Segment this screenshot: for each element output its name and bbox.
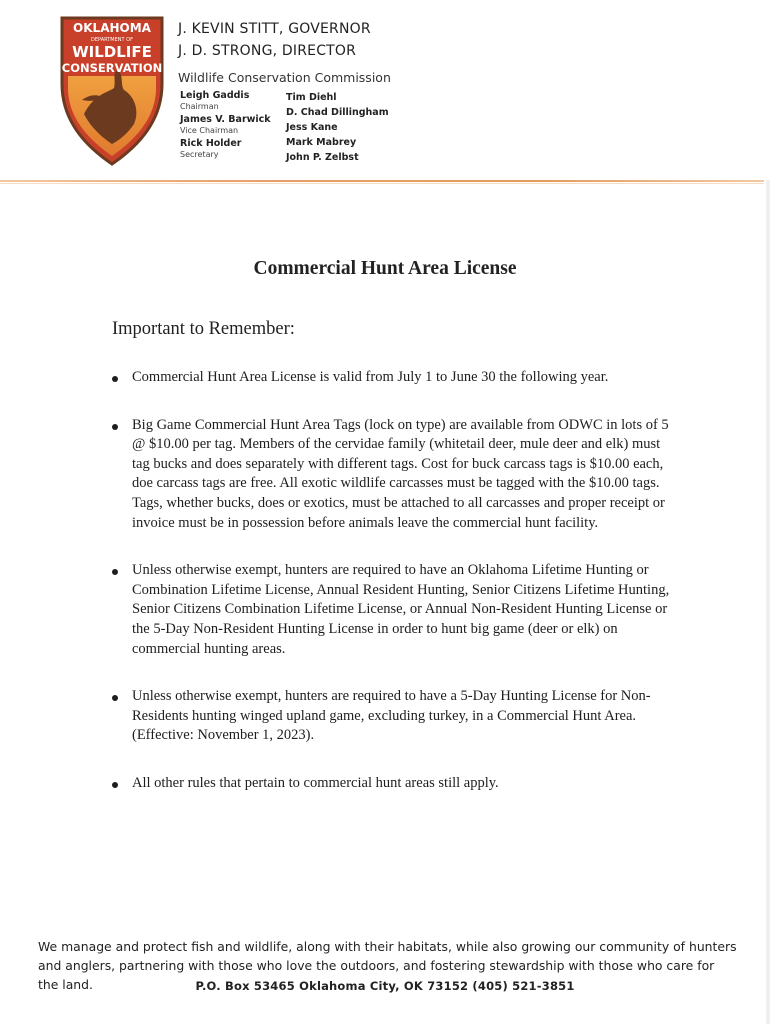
header-divider-shadow — [0, 183, 764, 184]
member-name: D. Chad Dillingham — [286, 107, 389, 118]
member-name: James V. Barwick — [180, 114, 271, 125]
odwc-logo — [54, 14, 170, 166]
member-role: Chairman — [180, 102, 219, 111]
member-name: Rick Holder — [180, 138, 242, 149]
member-name: Jess Kane — [286, 122, 338, 133]
member-role: Secretary — [180, 150, 219, 159]
reminder-list — [112, 368, 672, 822]
member-role: Vice Chairman — [180, 126, 239, 135]
list-item: All other rules that pertain to commercial hunt areas still apply. — [112, 774, 672, 794]
section-heading: Important to Remember: — [112, 319, 295, 339]
list-item: Commercial Hunt Area License is valid from July 1 to June 30 the following year. — [112, 368, 672, 388]
page-edge — [766, 180, 770, 1024]
officials-block — [178, 18, 371, 62]
svg-text:DEPARTMENT OF: DEPARTMENT OF — [91, 37, 133, 43]
list-item: Unless otherwise exempt, hunters are required to have an Oklahoma Lifetime Hunting or Combination Lifetime License, Annual Resident Hunting, Senior Citizens Lifetime Hunting, Senior Citizens Combination Lifetime License, or Annual Non-Resident Hunting License or the 5-Day Non-Resident Hunting License in order to hunt big game (deer or elk) on commercial hunting areas. — [112, 561, 672, 659]
member-name: John P. Zelbst — [286, 152, 359, 163]
svg-text:WILDLIFE: WILDLIFE — [72, 43, 152, 61]
commission-officers — [180, 90, 271, 162]
governor-line: J. KEVIN STITT, GOVERNOR — [178, 21, 371, 37]
director-line: J. D. STRONG, DIRECTOR — [178, 43, 357, 59]
list-item: Big Game Commercial Hunt Area Tags (lock on type) are available from ODWC in lots of 5 @ $10.00 per tag. Members of the cervidae family (whitetail deer, mule deer and elk) must tag bucks and does separately with different tags. Cost for buck carcass tags is $10.00 each, doe carcass tags are free. All exotic wildlife carcasses must be tagged with the $10.00 tags. Tags, whether bucks, does or exotics, must be attached to all carcasses and proper receipt or invoice must be in possession before animals leave the commercial hunt facility. — [112, 416, 672, 534]
mission-statement: We manage and protect fish and wildlife, along with their habitats, while also growing our community of hunters and anglers, partnering with those who love the outdoors, and fostering stewardship with those who care for the land. — [38, 939, 737, 992]
member-name: Mark Mabrey — [286, 137, 357, 148]
svg-text:OKLAHOMA: OKLAHOMA — [73, 21, 151, 35]
member-name: Tim Diehl — [286, 92, 337, 103]
commission-title: Wildlife Conservation Commission — [178, 70, 391, 85]
contact-address: P.O. Box 53465 Oklahoma City, OK 73152 (405) 521-3851 — [195, 979, 575, 993]
header-divider — [0, 180, 764, 182]
member-name: Leigh Gaddis — [180, 90, 250, 101]
logo-text — [62, 21, 163, 75]
document-title: Commercial Hunt Area License — [253, 258, 517, 279]
svg-text:CONSERVATION: CONSERVATION — [61, 61, 163, 75]
commission-members — [286, 90, 389, 165]
list-item: Unless otherwise exempt, hunters are required to have a 5-Day Hunting License for Non-Residents hunting winged upland game, excluding turkey, in a Commercial Hunt Area. (Effective: November 1, 2023). — [112, 687, 672, 746]
